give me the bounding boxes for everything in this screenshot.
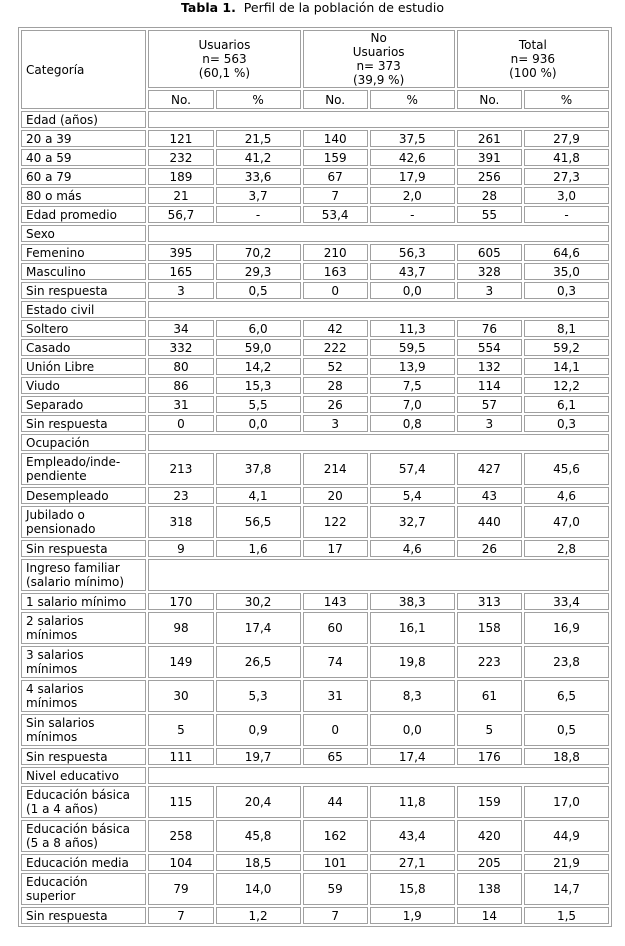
table-row — [21, 130, 609, 147]
value-cell: 26,5 — [216, 646, 301, 678]
value-cell: 44,9 — [524, 820, 609, 852]
value-cell: 64,6 — [524, 244, 609, 261]
value-cell: 158 — [457, 612, 522, 644]
table-row — [21, 593, 609, 610]
value-cell: 45,6 — [524, 453, 609, 485]
table-row — [21, 873, 609, 905]
value-cell: 3,0 — [524, 187, 609, 204]
group-header — [148, 30, 300, 88]
value-cell: 52 — [303, 358, 368, 375]
section-blank-cell — [148, 301, 609, 318]
row-label-line: pensionado — [26, 522, 96, 536]
row-label — [21, 873, 146, 905]
row-label-line: Empleado/inde- — [26, 455, 121, 469]
section-label: Edad (años) — [21, 111, 146, 128]
section-row — [21, 767, 609, 784]
value-cell: 605 — [457, 244, 522, 261]
value-cell: 30,2 — [216, 593, 301, 610]
value-cell: 37,8 — [216, 453, 301, 485]
value-cell: 21 — [148, 187, 213, 204]
subheader-cell: % — [524, 90, 609, 109]
value-cell: 20,4 — [216, 786, 301, 818]
subheader-cell: % — [216, 90, 301, 109]
value-cell: 14 — [457, 907, 522, 924]
value-cell: 140 — [303, 130, 368, 147]
value-cell: 79 — [148, 873, 213, 905]
subheader-cell: % — [370, 90, 455, 109]
row-label — [21, 680, 146, 712]
value-cell: 176 — [457, 748, 522, 765]
table-row — [21, 415, 609, 432]
row-label: Sin respuesta — [21, 907, 146, 924]
table-row — [21, 206, 609, 223]
row-label: Femenino — [21, 244, 146, 261]
value-cell: 213 — [148, 453, 213, 485]
table-row — [21, 714, 609, 746]
value-cell: 554 — [457, 339, 522, 356]
table-row — [21, 854, 609, 871]
row-label: Sin respuesta — [21, 540, 146, 557]
row-label: Viudo — [21, 377, 146, 394]
value-cell: 5,3 — [216, 680, 301, 712]
section-row — [21, 559, 609, 591]
value-cell: 59,2 — [524, 339, 609, 356]
row-label — [21, 453, 146, 485]
value-cell: 56,7 — [148, 206, 213, 223]
value-cell: 332 — [148, 339, 213, 356]
value-cell: 0,8 — [370, 415, 455, 432]
value-cell: 15,3 — [216, 377, 301, 394]
value-cell: 32,7 — [370, 506, 455, 538]
row-label-line: 3 salarios — [26, 648, 84, 662]
row-label: Sin respuesta — [21, 748, 146, 765]
value-cell: 170 — [148, 593, 213, 610]
value-cell: 98 — [148, 612, 213, 644]
value-cell: 26 — [303, 396, 368, 413]
value-cell: 59,0 — [216, 339, 301, 356]
value-cell: 3,7 — [216, 187, 301, 204]
row-label-line: Educación básica — [26, 822, 130, 836]
value-cell: 223 — [457, 646, 522, 678]
value-cell: 222 — [303, 339, 368, 356]
value-cell: 115 — [148, 786, 213, 818]
value-cell: 55 — [457, 206, 522, 223]
value-cell: 17,0 — [524, 786, 609, 818]
table-row — [21, 320, 609, 337]
value-cell: 420 — [457, 820, 522, 852]
value-cell: 65 — [303, 748, 368, 765]
group-header — [457, 30, 609, 88]
value-cell: 17,4 — [370, 748, 455, 765]
value-cell: 159 — [457, 786, 522, 818]
value-cell: 60 — [303, 612, 368, 644]
table-row — [21, 377, 609, 394]
row-label: Soltero — [21, 320, 146, 337]
value-cell: 9 — [148, 540, 213, 557]
value-cell: 30 — [148, 680, 213, 712]
value-cell: 3 — [457, 415, 522, 432]
value-cell: 5 — [457, 714, 522, 746]
value-cell: 23,8 — [524, 646, 609, 678]
section-label-line: Ingreso familiar — [26, 561, 120, 575]
value-cell: 26 — [457, 540, 522, 557]
section-blank-cell — [148, 559, 609, 591]
group-header-line: n= 373 — [356, 59, 401, 73]
row-label: Unión Libre — [21, 358, 146, 375]
value-cell: 1,5 — [524, 907, 609, 924]
value-cell: 13,9 — [370, 358, 455, 375]
value-cell: 57 — [457, 396, 522, 413]
group-header-line: Usuarios — [198, 38, 251, 52]
table-row — [21, 358, 609, 375]
value-cell: 31 — [303, 680, 368, 712]
row-label-line: mínimos — [26, 662, 78, 676]
row-label — [21, 714, 146, 746]
value-cell: 132 — [457, 358, 522, 375]
value-cell: 162 — [303, 820, 368, 852]
value-cell: 19,7 — [216, 748, 301, 765]
value-cell: 163 — [303, 263, 368, 280]
row-label: Sin respuesta — [21, 282, 146, 299]
row-label: 80 o más — [21, 187, 146, 204]
row-label-line: pendiente — [26, 469, 87, 483]
value-cell: 14,1 — [524, 358, 609, 375]
value-cell: 59 — [303, 873, 368, 905]
value-cell: 27,1 — [370, 854, 455, 871]
value-cell: 12,2 — [524, 377, 609, 394]
value-cell: 29,3 — [216, 263, 301, 280]
value-cell: 33,6 — [216, 168, 301, 185]
group-header-line: No — [370, 31, 387, 45]
value-cell: 45,8 — [216, 820, 301, 852]
value-cell: 427 — [457, 453, 522, 485]
section-row — [21, 301, 609, 318]
section-row — [21, 111, 609, 128]
row-label — [21, 646, 146, 678]
value-cell: 67 — [303, 168, 368, 185]
subheader-cell: No. — [148, 90, 213, 109]
value-cell: 328 — [457, 263, 522, 280]
value-cell: 111 — [148, 748, 213, 765]
value-cell: 21,5 — [216, 130, 301, 147]
value-cell: 5 — [148, 714, 213, 746]
value-cell: 1,6 — [216, 540, 301, 557]
header-row — [21, 30, 609, 88]
row-label — [21, 612, 146, 644]
value-cell: 7,0 — [370, 396, 455, 413]
row-label-line: (5 a 8 años) — [26, 836, 98, 850]
value-cell: 15,8 — [370, 873, 455, 905]
value-cell: 149 — [148, 646, 213, 678]
row-label-line: Educación básica — [26, 788, 130, 802]
value-cell: 44 — [303, 786, 368, 818]
value-cell: 17,4 — [216, 612, 301, 644]
value-cell: 16,1 — [370, 612, 455, 644]
value-cell: 19,8 — [370, 646, 455, 678]
value-cell: 313 — [457, 593, 522, 610]
row-label — [21, 506, 146, 538]
section-row — [21, 225, 609, 242]
value-cell: 42 — [303, 320, 368, 337]
table-row — [21, 339, 609, 356]
study-population-table — [18, 27, 612, 927]
value-cell: - — [216, 206, 301, 223]
value-cell: 6,0 — [216, 320, 301, 337]
row-label-line: 2 salarios — [26, 614, 84, 628]
category-header: Categoría — [21, 30, 146, 109]
group-header-line: (39,9 %) — [352, 73, 405, 87]
value-cell: 41,8 — [524, 149, 609, 166]
table-row — [21, 244, 609, 261]
value-cell: 5,4 — [370, 487, 455, 504]
value-cell: 5,5 — [216, 396, 301, 413]
table-row — [21, 786, 609, 818]
value-cell: 0,0 — [370, 714, 455, 746]
value-cell: 28 — [303, 377, 368, 394]
value-cell: 121 — [148, 130, 213, 147]
value-cell: 3 — [457, 282, 522, 299]
table-row — [21, 187, 609, 204]
value-cell: 6,5 — [524, 680, 609, 712]
value-cell: 18,8 — [524, 748, 609, 765]
value-cell: 61 — [457, 680, 522, 712]
row-label — [21, 820, 146, 852]
table-row — [21, 149, 609, 166]
table-row — [21, 487, 609, 504]
value-cell: 27,3 — [524, 168, 609, 185]
value-cell: 31 — [148, 396, 213, 413]
section-label — [21, 559, 146, 591]
row-label: Masculino — [21, 263, 146, 280]
value-cell: 0,3 — [524, 282, 609, 299]
value-cell: 42,6 — [370, 149, 455, 166]
value-cell: 7 — [148, 907, 213, 924]
value-cell: 7,5 — [370, 377, 455, 394]
row-label-line: mínimos — [26, 628, 78, 642]
table-row — [21, 396, 609, 413]
value-cell: - — [524, 206, 609, 223]
value-cell: 0 — [303, 282, 368, 299]
caption-title: Perfil de la población de estudio — [243, 0, 444, 15]
row-label: 40 a 59 — [21, 149, 146, 166]
row-label-line: Educación — [26, 875, 88, 889]
value-cell: 7 — [303, 187, 368, 204]
section-row — [21, 434, 609, 451]
value-cell: 14,2 — [216, 358, 301, 375]
row-label-line: mínimos — [26, 696, 78, 710]
value-cell: 37,5 — [370, 130, 455, 147]
value-cell: 2,8 — [524, 540, 609, 557]
value-cell: 6,1 — [524, 396, 609, 413]
value-cell: 17,9 — [370, 168, 455, 185]
group-header-line: (60,1 %) — [198, 66, 251, 80]
value-cell: 43,7 — [370, 263, 455, 280]
value-cell: 0,0 — [370, 282, 455, 299]
row-label-line: mínimos — [26, 730, 78, 744]
table-caption — [0, 0, 625, 17]
row-label: 20 a 39 — [21, 130, 146, 147]
group-header-line: (100 %) — [509, 66, 557, 80]
value-cell: 18,5 — [216, 854, 301, 871]
value-cell: 318 — [148, 506, 213, 538]
value-cell: 189 — [148, 168, 213, 185]
row-label: Edad promedio — [21, 206, 146, 223]
group-header-line: n= 936 — [510, 52, 556, 66]
value-cell: 56,5 — [216, 506, 301, 538]
value-cell: 165 — [148, 263, 213, 280]
value-cell: 2,0 — [370, 187, 455, 204]
row-label: Desempleado — [21, 487, 146, 504]
value-cell: 16,9 — [524, 612, 609, 644]
value-cell: 28 — [457, 187, 522, 204]
value-cell: 143 — [303, 593, 368, 610]
value-cell: 0 — [303, 714, 368, 746]
value-cell: 38,3 — [370, 593, 455, 610]
row-label-line: (1 a 4 años) — [26, 802, 98, 816]
value-cell: 232 — [148, 149, 213, 166]
value-cell: 440 — [457, 506, 522, 538]
value-cell: 210 — [303, 244, 368, 261]
section-label-line: (salario mínimo) — [26, 575, 125, 589]
section-blank-cell — [148, 225, 609, 242]
value-cell: 7 — [303, 907, 368, 924]
value-cell: 122 — [303, 506, 368, 538]
section-blank-cell — [148, 767, 609, 784]
section-blank-cell — [148, 111, 609, 128]
value-cell: 261 — [457, 130, 522, 147]
row-label: Casado — [21, 339, 146, 356]
value-cell: 14,7 — [524, 873, 609, 905]
value-cell: 391 — [457, 149, 522, 166]
section-blank-cell — [148, 434, 609, 451]
value-cell: 43,4 — [370, 820, 455, 852]
subheader-cell: No. — [457, 90, 522, 109]
row-label: 1 salario mínimo — [21, 593, 146, 610]
value-cell: 104 — [148, 854, 213, 871]
group-header — [303, 30, 455, 88]
table-row — [21, 540, 609, 557]
value-cell: - — [370, 206, 455, 223]
value-cell: 23 — [148, 487, 213, 504]
value-cell: 0 — [148, 415, 213, 432]
value-cell: 43 — [457, 487, 522, 504]
value-cell: 258 — [148, 820, 213, 852]
value-cell: 4,6 — [370, 540, 455, 557]
value-cell: 17 — [303, 540, 368, 557]
value-cell: 74 — [303, 646, 368, 678]
value-cell: 4,6 — [524, 487, 609, 504]
section-label: Ocupación — [21, 434, 146, 451]
subheader-cell: No. — [303, 90, 368, 109]
value-cell: 27,9 — [524, 130, 609, 147]
value-cell: 3 — [148, 282, 213, 299]
table-row — [21, 680, 609, 712]
value-cell: 0,5 — [524, 714, 609, 746]
value-cell: 0,3 — [524, 415, 609, 432]
value-cell: 41,2 — [216, 149, 301, 166]
value-cell: 138 — [457, 873, 522, 905]
table-row — [21, 168, 609, 185]
value-cell: 20 — [303, 487, 368, 504]
value-cell: 76 — [457, 320, 522, 337]
table-row — [21, 612, 609, 644]
value-cell: 14,0 — [216, 873, 301, 905]
caption-label: Tabla 1. — [181, 0, 236, 15]
row-label-line: 4 salarios — [26, 682, 84, 696]
row-label: Educación media — [21, 854, 146, 871]
value-cell: 8,3 — [370, 680, 455, 712]
table-row — [21, 263, 609, 280]
section-label: Nivel educativo — [21, 767, 146, 784]
value-cell: 0,0 — [216, 415, 301, 432]
value-cell: 205 — [457, 854, 522, 871]
row-label-line: Sin salarios — [26, 716, 95, 730]
value-cell: 395 — [148, 244, 213, 261]
value-cell: 159 — [303, 149, 368, 166]
table-row — [21, 820, 609, 852]
row-label-line: Jubilado o — [26, 508, 85, 522]
group-header-line: Usuarios — [352, 45, 405, 59]
value-cell: 11,8 — [370, 786, 455, 818]
group-header-line: Total — [518, 38, 547, 52]
value-cell: 1,2 — [216, 907, 301, 924]
row-label: 60 a 79 — [21, 168, 146, 185]
value-cell: 35,0 — [524, 263, 609, 280]
value-cell: 47,0 — [524, 506, 609, 538]
value-cell: 80 — [148, 358, 213, 375]
value-cell: 21,9 — [524, 854, 609, 871]
value-cell: 4,1 — [216, 487, 301, 504]
group-header-line: n= 563 — [202, 52, 247, 66]
table-row — [21, 748, 609, 765]
value-cell: 11,3 — [370, 320, 455, 337]
table-row — [21, 506, 609, 538]
section-label: Sexo — [21, 225, 146, 242]
section-label: Estado civil — [21, 301, 146, 318]
value-cell: 214 — [303, 453, 368, 485]
value-cell: 0,9 — [216, 714, 301, 746]
value-cell: 256 — [457, 168, 522, 185]
value-cell: 1,9 — [370, 907, 455, 924]
value-cell: 56,3 — [370, 244, 455, 261]
value-cell: 101 — [303, 854, 368, 871]
value-cell: 57,4 — [370, 453, 455, 485]
table-row — [21, 453, 609, 485]
row-label-line: superior — [26, 889, 76, 903]
row-label: Sin respuesta — [21, 415, 146, 432]
value-cell: 3 — [303, 415, 368, 432]
table-row — [21, 907, 609, 924]
value-cell: 33,4 — [524, 593, 609, 610]
row-label — [21, 786, 146, 818]
value-cell: 70,2 — [216, 244, 301, 261]
value-cell: 0,5 — [216, 282, 301, 299]
value-cell: 59,5 — [370, 339, 455, 356]
value-cell: 34 — [148, 320, 213, 337]
table-row — [21, 646, 609, 678]
value-cell: 8,1 — [524, 320, 609, 337]
value-cell: 114 — [457, 377, 522, 394]
value-cell: 86 — [148, 377, 213, 394]
value-cell: 53,4 — [303, 206, 368, 223]
row-label: Separado — [21, 396, 146, 413]
table-row — [21, 282, 609, 299]
